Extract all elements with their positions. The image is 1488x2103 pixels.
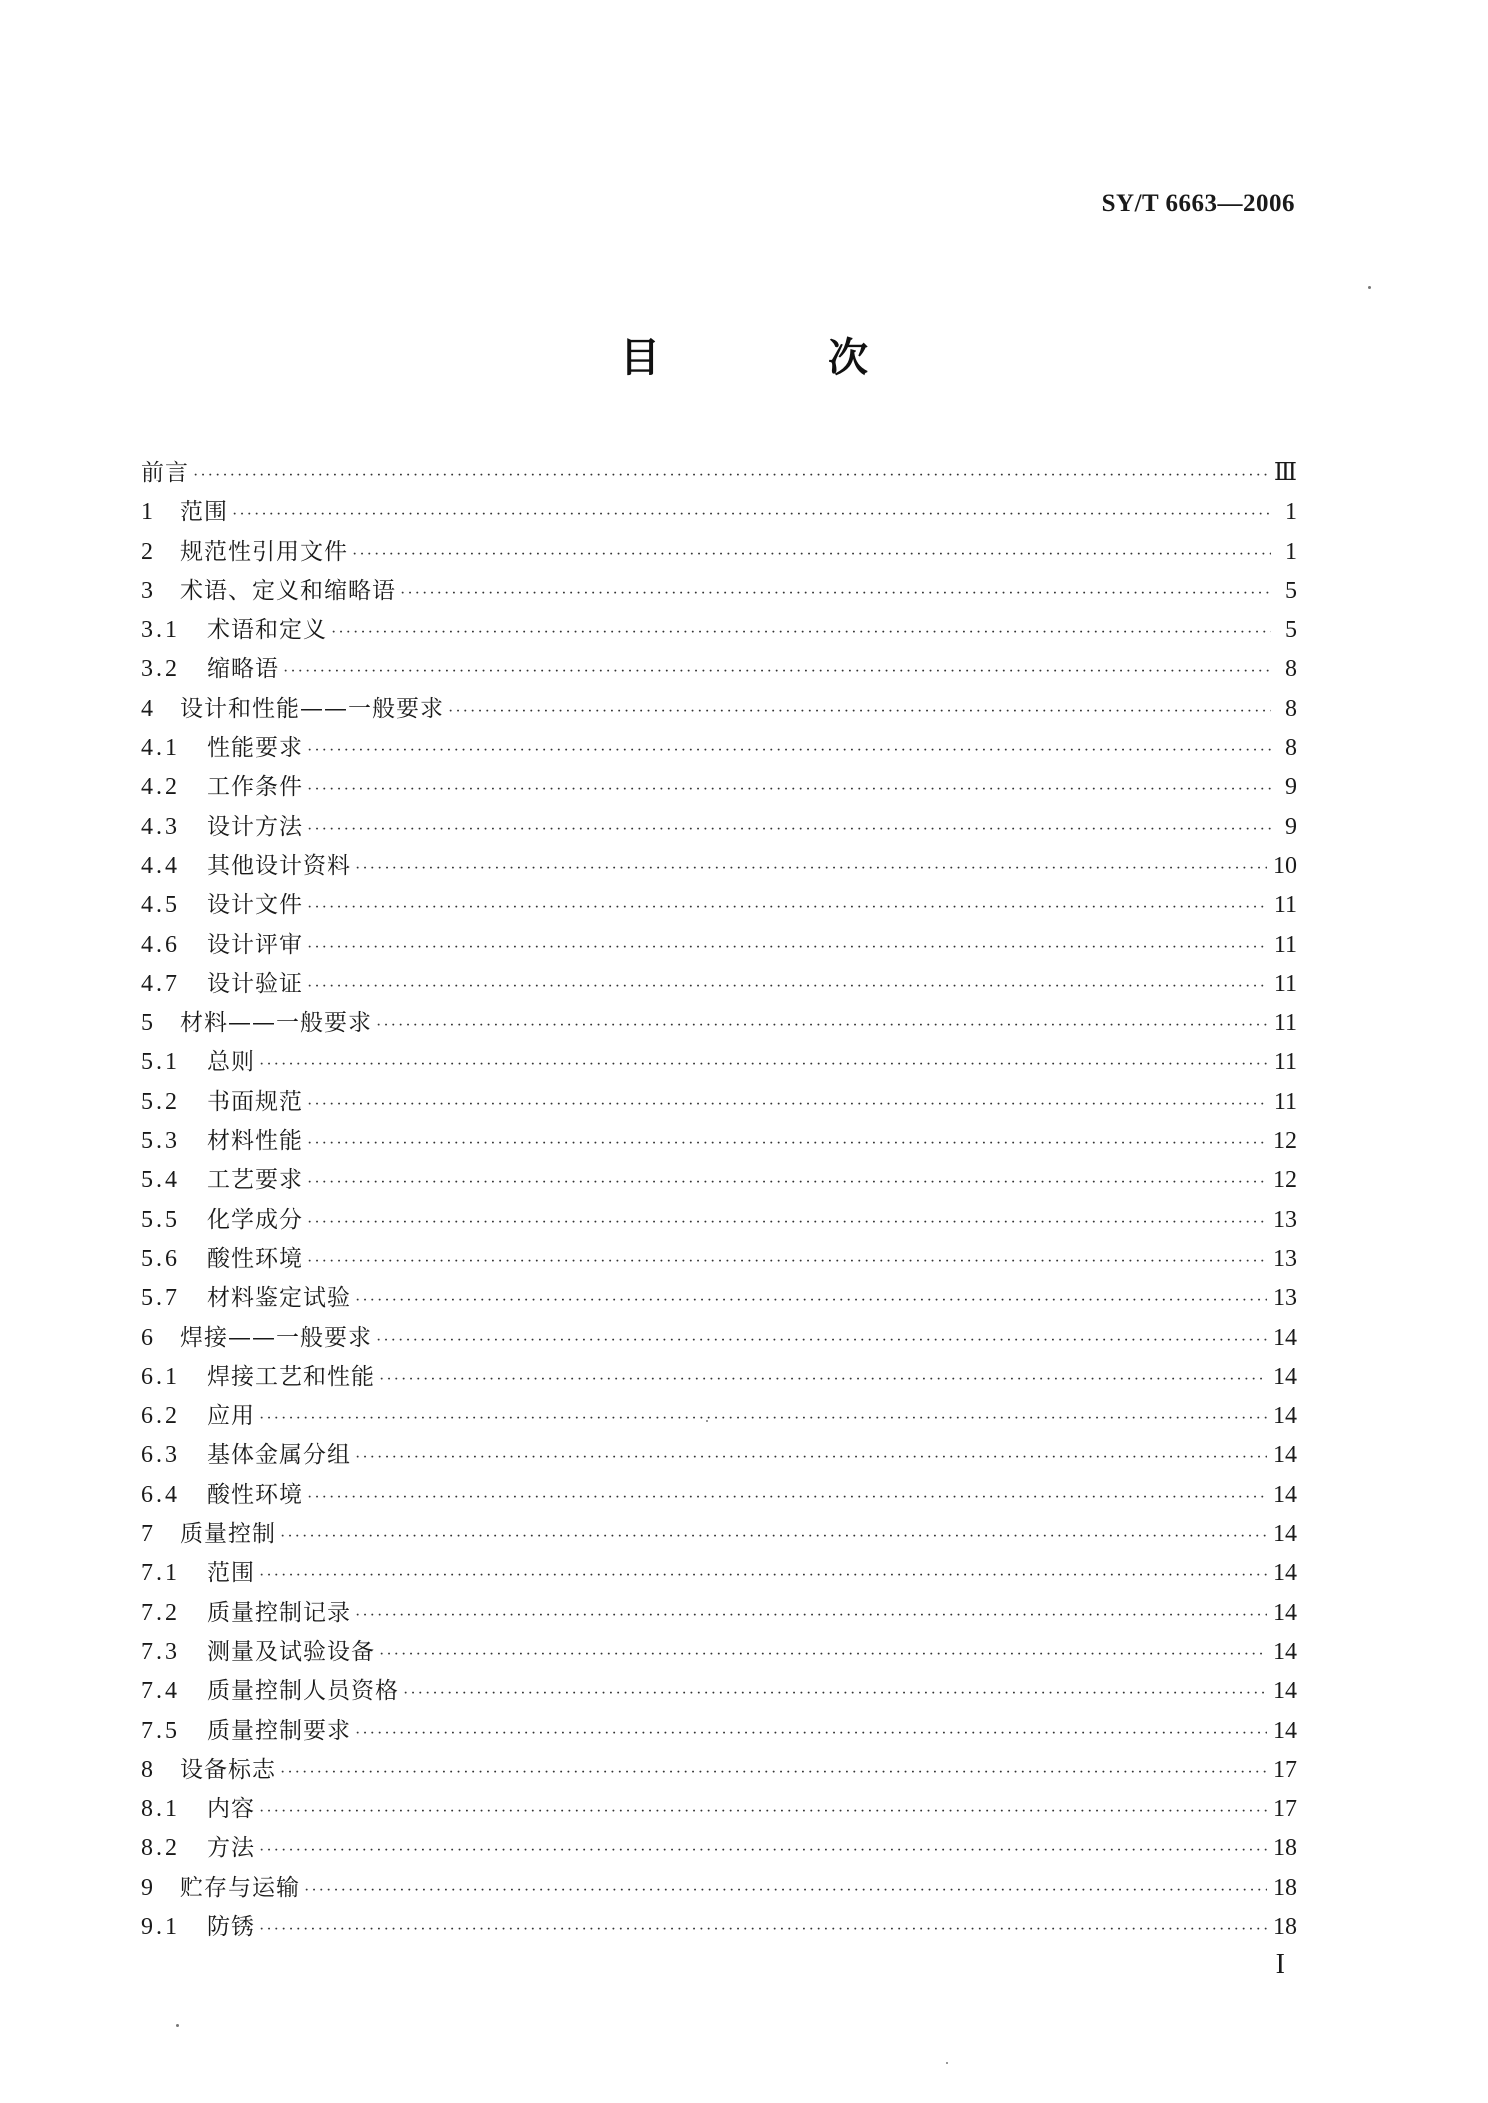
toc-entry-page: 9 — [1285, 813, 1297, 840]
toc-entry-number: 4.1 — [141, 735, 180, 762]
toc-entry-number: 4.3 — [141, 813, 180, 840]
toc-entry-title: 材料性能 — [207, 1128, 303, 1155]
toc-dot-leader — [355, 1438, 1267, 1477]
toc-entry-number: 6.3 — [141, 1442, 180, 1469]
toc-entry-page: 8 — [1285, 656, 1297, 683]
toc-entry-number: 6 — [141, 1324, 156, 1351]
toc-entry-page: 9 — [1285, 774, 1297, 801]
toc-entry-page: 18 — [1273, 1835, 1297, 1862]
toc-dot-leader — [307, 1124, 1267, 1163]
toc-dot-leader — [259, 1399, 1267, 1438]
toc-entry[interactable] — [141, 1594, 1297, 1633]
toc-entry-page: 11 — [1273, 970, 1297, 997]
toc-entry-title: 质量控制记录 — [207, 1599, 351, 1626]
toc-entry[interactable] — [141, 965, 1297, 1004]
toc-entry-number: 2 — [141, 538, 156, 565]
toc-entry-title: 设计文件 — [207, 892, 303, 919]
toc-dot-leader — [307, 1478, 1267, 1517]
scan-speck — [1368, 286, 1371, 289]
toc-entry-title: 设计和性能——一般要求 — [180, 695, 444, 722]
toc-dot-leader — [307, 1085, 1268, 1124]
toc-entry-number: 8.1 — [141, 1796, 180, 1823]
toc-entry[interactable] — [141, 611, 1297, 650]
toc-entry[interactable] — [141, 1436, 1297, 1475]
toc-entry-number: 5.7 — [141, 1285, 180, 1312]
toc-entry-title: 贮存与运输 — [180, 1874, 300, 1901]
toc-entry[interactable] — [141, 1397, 1297, 1436]
toc-entry-number: 9.1 — [141, 1913, 180, 1940]
toc-entry-page: 1 — [1285, 538, 1297, 565]
toc-entry-number: 5.2 — [141, 1088, 180, 1115]
toc-entry-title: 术语和定义 — [207, 617, 327, 644]
toc-entry-page: 13 — [1273, 1285, 1297, 1312]
toc-dot-leader — [307, 731, 1271, 770]
scan-speck — [176, 2024, 179, 2027]
toc-entry[interactable] — [141, 768, 1297, 807]
toc-dot-leader — [280, 1753, 1267, 1792]
toc-entry-title: 质量控制要求 — [207, 1717, 351, 1744]
toc-dot-leader — [376, 1321, 1267, 1360]
standard-code: SY/T 6663—2006 — [1101, 190, 1295, 217]
toc-entry-number: 5.4 — [141, 1167, 180, 1194]
toc-entry[interactable] — [141, 1161, 1297, 1200]
toc-entry-page: 11 — [1273, 892, 1297, 919]
toc-entry-number: 5 — [141, 1010, 156, 1037]
toc-entry-title: 总则 — [207, 1049, 255, 1076]
toc-dot-leader — [280, 1517, 1267, 1556]
toc-entry-page: 14 — [1273, 1560, 1297, 1587]
toc-entry-number: 7.1 — [141, 1560, 180, 1587]
toc-dot-leader — [304, 1871, 1267, 1910]
toc-dot-leader — [307, 928, 1268, 967]
toc-entry[interactable] — [141, 1829, 1297, 1868]
toc-entry-number: 7.4 — [141, 1678, 180, 1705]
toc-entry-page: 13 — [1273, 1206, 1297, 1233]
toc-entry-number: 4.6 — [141, 931, 180, 958]
toc-entry[interactable] — [141, 533, 1297, 572]
toc-entry-page: 14 — [1273, 1363, 1297, 1390]
toc-entry-number: 8.2 — [141, 1835, 180, 1862]
toc-entry-title: 前言 — [141, 460, 189, 486]
toc-entry[interactable] — [141, 1672, 1297, 1711]
toc-entry-page: 14 — [1273, 1678, 1297, 1705]
toc-dot-leader — [379, 1635, 1267, 1674]
toc-entry[interactable] — [141, 1201, 1297, 1240]
toc-dot-leader — [283, 652, 1271, 691]
toc-entry[interactable] — [141, 1240, 1297, 1279]
toc-entry-number: 7.5 — [141, 1717, 180, 1744]
toc-entry-page: 5 — [1285, 577, 1297, 604]
toc-entry[interactable] — [141, 1751, 1297, 1790]
toc-entry[interactable] — [141, 1869, 1297, 1908]
toc-entry-number: 1 — [141, 499, 156, 526]
toc-dot-leader — [259, 1556, 1267, 1595]
toc-entry-number: 7.3 — [141, 1638, 180, 1665]
toc-entry-number: 4.4 — [141, 852, 180, 879]
toc-entry-page: 5 — [1285, 617, 1297, 644]
toc-entry-page: 14 — [1273, 1442, 1297, 1469]
toc-entry-title: 设计验证 — [207, 970, 303, 997]
toc-entry-title: 范围 — [180, 499, 228, 526]
toc-entry-title: 酸性环境 — [207, 1245, 303, 1272]
toc-entry[interactable] — [141, 886, 1297, 925]
toc-entry[interactable] — [141, 1319, 1297, 1358]
toc-entry-page: 13 — [1273, 1245, 1297, 1272]
toc-entry-title: 酸性环境 — [207, 1481, 303, 1508]
toc-entry-title: 质量控制人员资格 — [207, 1678, 399, 1705]
toc-entry[interactable] — [141, 1476, 1297, 1515]
toc-entry-page: 14 — [1273, 1521, 1297, 1548]
toc-entry-page: 14 — [1273, 1599, 1297, 1626]
toc-entry[interactable] — [141, 1790, 1297, 1829]
toc-entry-title: 规范性引用文件 — [180, 538, 348, 565]
toc-entry-number: 9 — [141, 1874, 156, 1901]
page-title: 目 次 — [620, 335, 932, 381]
toc-entry[interactable] — [141, 1043, 1297, 1082]
toc-entry-number: 4.2 — [141, 774, 180, 801]
toc-dot-leader — [307, 810, 1271, 849]
toc-entry-number: 3.1 — [141, 617, 180, 644]
toc-entry-title: 工作条件 — [207, 774, 303, 801]
toc-dot-leader — [403, 1674, 1267, 1713]
toc-entry-page: Ⅲ — [1273, 460, 1297, 486]
toc-dot-leader — [307, 888, 1268, 927]
toc-entry-page: 17 — [1273, 1756, 1297, 1783]
toc-entry-number: 4 — [141, 695, 156, 722]
toc-entry-title: 焊接工艺和性能 — [207, 1363, 375, 1390]
toc-entry-number: 7 — [141, 1521, 156, 1548]
toc-dot-leader — [376, 1006, 1268, 1045]
toc-entry[interactable] — [141, 1908, 1297, 1947]
toc-entry-number: 3 — [141, 577, 156, 604]
toc-entry-title: 书面规范 — [207, 1088, 303, 1115]
toc-dot-leader — [355, 1714, 1267, 1753]
toc-entry-page: 14 — [1273, 1717, 1297, 1744]
toc-entry-number: 6.1 — [141, 1363, 180, 1390]
toc-entry[interactable] — [141, 729, 1297, 768]
toc-dot-leader — [355, 1596, 1267, 1635]
toc-entry-page: 14 — [1273, 1324, 1297, 1351]
toc-entry-number: 5.3 — [141, 1128, 180, 1155]
toc-dot-leader — [259, 1045, 1268, 1084]
toc-entry-page: 14 — [1273, 1638, 1297, 1665]
toc-entry-number: 3.2 — [141, 656, 180, 683]
toc-entry-title: 设计评审 — [207, 931, 303, 958]
toc-entry-page: 14 — [1273, 1403, 1297, 1430]
toc-entry-number: 5.5 — [141, 1206, 180, 1233]
toc-entry-title: 测量及试验设备 — [207, 1638, 375, 1665]
toc-entry-title: 内容 — [207, 1796, 255, 1823]
toc-entry-title: 性能要求 — [207, 735, 303, 762]
toc-entry[interactable] — [141, 1712, 1297, 1751]
toc-entry-title: 焊接——一般要求 — [180, 1324, 372, 1351]
toc-entry-page: 18 — [1273, 1913, 1297, 1940]
toc-dot-leader — [259, 1831, 1267, 1870]
toc-entry[interactable] — [141, 926, 1297, 965]
toc-entry-title: 设计方法 — [207, 813, 303, 840]
toc-entry[interactable] — [141, 1083, 1297, 1122]
toc-entry-page: 11 — [1273, 1088, 1297, 1115]
toc-dot-leader — [355, 1281, 1267, 1320]
toc-entry-number: 6.2 — [141, 1403, 180, 1430]
toc-entry-page: 10 — [1273, 852, 1297, 879]
toc-entry-page: 8 — [1285, 695, 1297, 722]
toc-entry-page: 11 — [1273, 931, 1297, 958]
toc-entry-number: 4.7 — [141, 970, 180, 997]
toc-entry-number: 4.5 — [141, 892, 180, 919]
toc-entry[interactable] — [141, 1358, 1297, 1397]
toc-entry-title: 其他设计资料 — [207, 852, 351, 879]
toc-entry[interactable] — [141, 690, 1297, 729]
toc-entry[interactable] — [141, 1515, 1297, 1554]
toc-entry-page: 14 — [1273, 1481, 1297, 1508]
toc-dot-leader — [379, 1360, 1267, 1399]
toc-entry[interactable] — [141, 1122, 1297, 1161]
toc-dot-leader — [307, 770, 1271, 809]
toc-entry-page: 12 — [1273, 1128, 1297, 1155]
toc-entry-page: 8 — [1285, 735, 1297, 762]
toc-dot-leader — [307, 1163, 1267, 1202]
toc-entry-title: 材料鉴定试验 — [207, 1285, 351, 1312]
toc-entry[interactable] — [141, 572, 1297, 611]
toc-entry[interactable] — [141, 847, 1297, 886]
toc-entry-page: 17 — [1273, 1796, 1297, 1823]
toc-entry-number: 7.2 — [141, 1599, 180, 1626]
toc-entry-page: 11 — [1273, 1049, 1297, 1076]
toc-entry-title: 术语、定义和缩略语 — [180, 577, 396, 604]
toc-entry-title: 材料——一般要求 — [180, 1010, 372, 1037]
toc-dot-leader — [307, 1242, 1267, 1281]
toc-dot-leader — [355, 849, 1267, 888]
toc-entry-number: 8 — [141, 1756, 156, 1783]
toc-dot-leader — [259, 1910, 1267, 1949]
toc-entry[interactable] — [141, 493, 1297, 532]
toc-entry-page: 11 — [1273, 1010, 1297, 1037]
toc-dot-leader — [307, 967, 1268, 1006]
toc-entry-page: 18 — [1273, 1874, 1297, 1901]
table-of-contents — [141, 454, 1297, 1947]
toc-entry[interactable] — [141, 1554, 1297, 1593]
toc-dot-leader — [331, 613, 1271, 652]
toc-entry[interactable] — [141, 808, 1297, 847]
toc-entry[interactable] — [141, 454, 1297, 493]
toc-dot-leader — [400, 574, 1271, 613]
toc-dot-leader — [352, 535, 1271, 574]
toc-dot-leader — [193, 456, 1268, 495]
toc-entry-title: 基体金属分组 — [207, 1442, 351, 1469]
toc-entry-page: 12 — [1273, 1167, 1297, 1194]
scan-speck — [706, 1420, 708, 1422]
toc-entry[interactable] — [141, 1279, 1297, 1318]
toc-dot-leader — [307, 1203, 1267, 1242]
toc-entry[interactable] — [141, 1633, 1297, 1672]
toc-entry-title: 范围 — [207, 1560, 255, 1587]
toc-entry-title: 质量控制 — [180, 1521, 276, 1548]
toc-dot-leader — [448, 692, 1271, 731]
toc-entry-title: 方法 — [207, 1835, 255, 1862]
toc-entry-number: 6.4 — [141, 1481, 180, 1508]
toc-entry-number: 5.1 — [141, 1049, 180, 1076]
toc-entry-title: 设备标志 — [180, 1756, 276, 1783]
toc-entry-title: 应用 — [207, 1403, 255, 1430]
toc-entry[interactable] — [141, 1004, 1297, 1043]
toc-entry-page: 1 — [1285, 499, 1297, 526]
toc-dot-leader — [232, 495, 1271, 534]
toc-dot-leader — [259, 1792, 1267, 1831]
toc-entry[interactable] — [141, 650, 1297, 689]
toc-entry-title: 化学成分 — [207, 1206, 303, 1233]
page-number: I — [1275, 1949, 1285, 1980]
toc-entry-number: 5.6 — [141, 1245, 180, 1272]
toc-entry-title: 工艺要求 — [207, 1167, 303, 1194]
toc-entry-title: 防锈 — [207, 1913, 255, 1940]
toc-entry-title: 缩略语 — [207, 656, 279, 683]
scan-speck — [946, 2062, 948, 2064]
